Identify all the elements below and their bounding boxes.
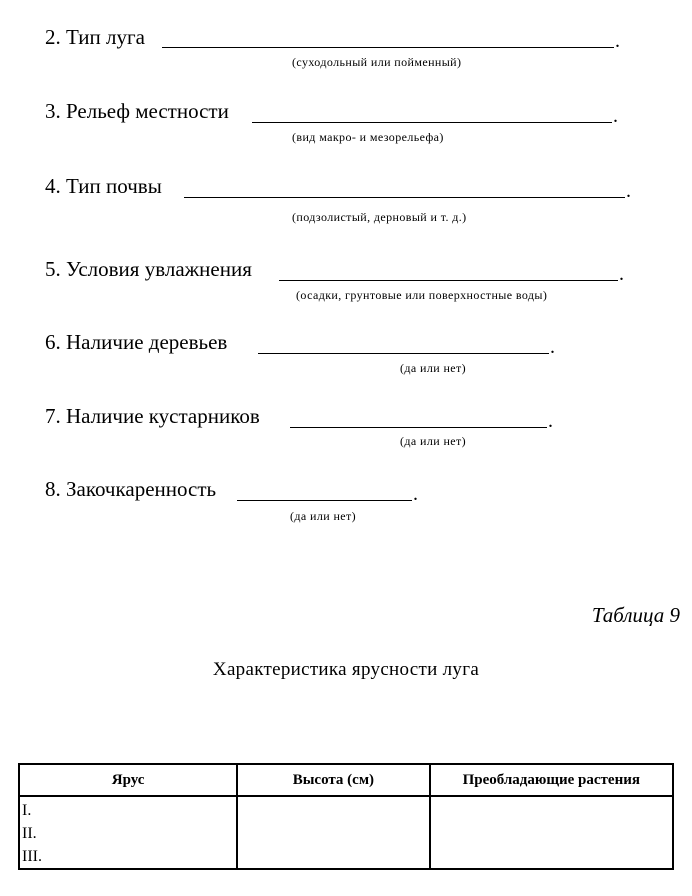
form-item-label: 8. Закочкаренность	[45, 477, 217, 501]
tier-label: III.	[22, 848, 42, 865]
fill-in-line[interactable]	[290, 427, 547, 428]
period-mark: .	[626, 180, 631, 202]
form-item-hint: (да или нет)	[400, 434, 467, 448]
fill-in-line[interactable]	[279, 280, 618, 281]
tier-label: II.	[22, 825, 37, 842]
period-mark: .	[413, 483, 418, 505]
table-title: Характеристика ярусности луга	[212, 659, 480, 680]
form-item-label: 7. Наличие кустарников	[45, 404, 260, 428]
header-plants: Преобладающие растения	[430, 764, 673, 796]
fill-in-line[interactable]	[252, 122, 612, 123]
fill-in-line[interactable]	[184, 197, 625, 198]
period-mark: .	[550, 336, 555, 358]
fill-in-line[interactable]	[162, 47, 614, 48]
table-row	[19, 796, 673, 869]
form-item-label: 4. Тип почвы	[45, 174, 162, 198]
header-height: Высота (см)	[237, 764, 429, 796]
fill-in-line[interactable]	[258, 353, 549, 354]
form-item-label: 3. Рельеф местности	[45, 99, 229, 123]
tier-label: I.	[22, 802, 32, 819]
form-item-hint: (вид макро- и мезорельефа)	[292, 130, 444, 144]
form-item-hint: (суходольный или пойменный)	[292, 55, 462, 69]
form-item-label: 2. Тип луга	[45, 25, 145, 49]
period-mark: .	[548, 410, 553, 432]
fill-in-line[interactable]	[237, 500, 412, 501]
form-item-hint: (осадки, грунтовые или поверхностные воды)	[296, 288, 548, 302]
period-mark: .	[613, 105, 618, 127]
form-item-label: 6. Наличие деревьев	[45, 330, 228, 354]
header-tier: Ярус	[19, 764, 237, 796]
form-item-hint: (да или нет)	[290, 509, 357, 523]
tier-table	[18, 763, 674, 870]
height-cell[interactable]	[237, 796, 429, 869]
period-mark: .	[619, 263, 624, 285]
tier-cell[interactable]	[19, 796, 237, 869]
table-header-row	[19, 764, 673, 796]
period-mark: .	[615, 30, 620, 52]
form-item-label: 5. Условия увлажнения	[45, 257, 252, 281]
plants-cell[interactable]	[430, 796, 673, 869]
form-item-hint: (подзолистый, дерновый и т. д.)	[292, 210, 467, 224]
form-item-hint: (да или нет)	[400, 361, 467, 375]
table-caption: Таблица 9	[591, 603, 680, 627]
